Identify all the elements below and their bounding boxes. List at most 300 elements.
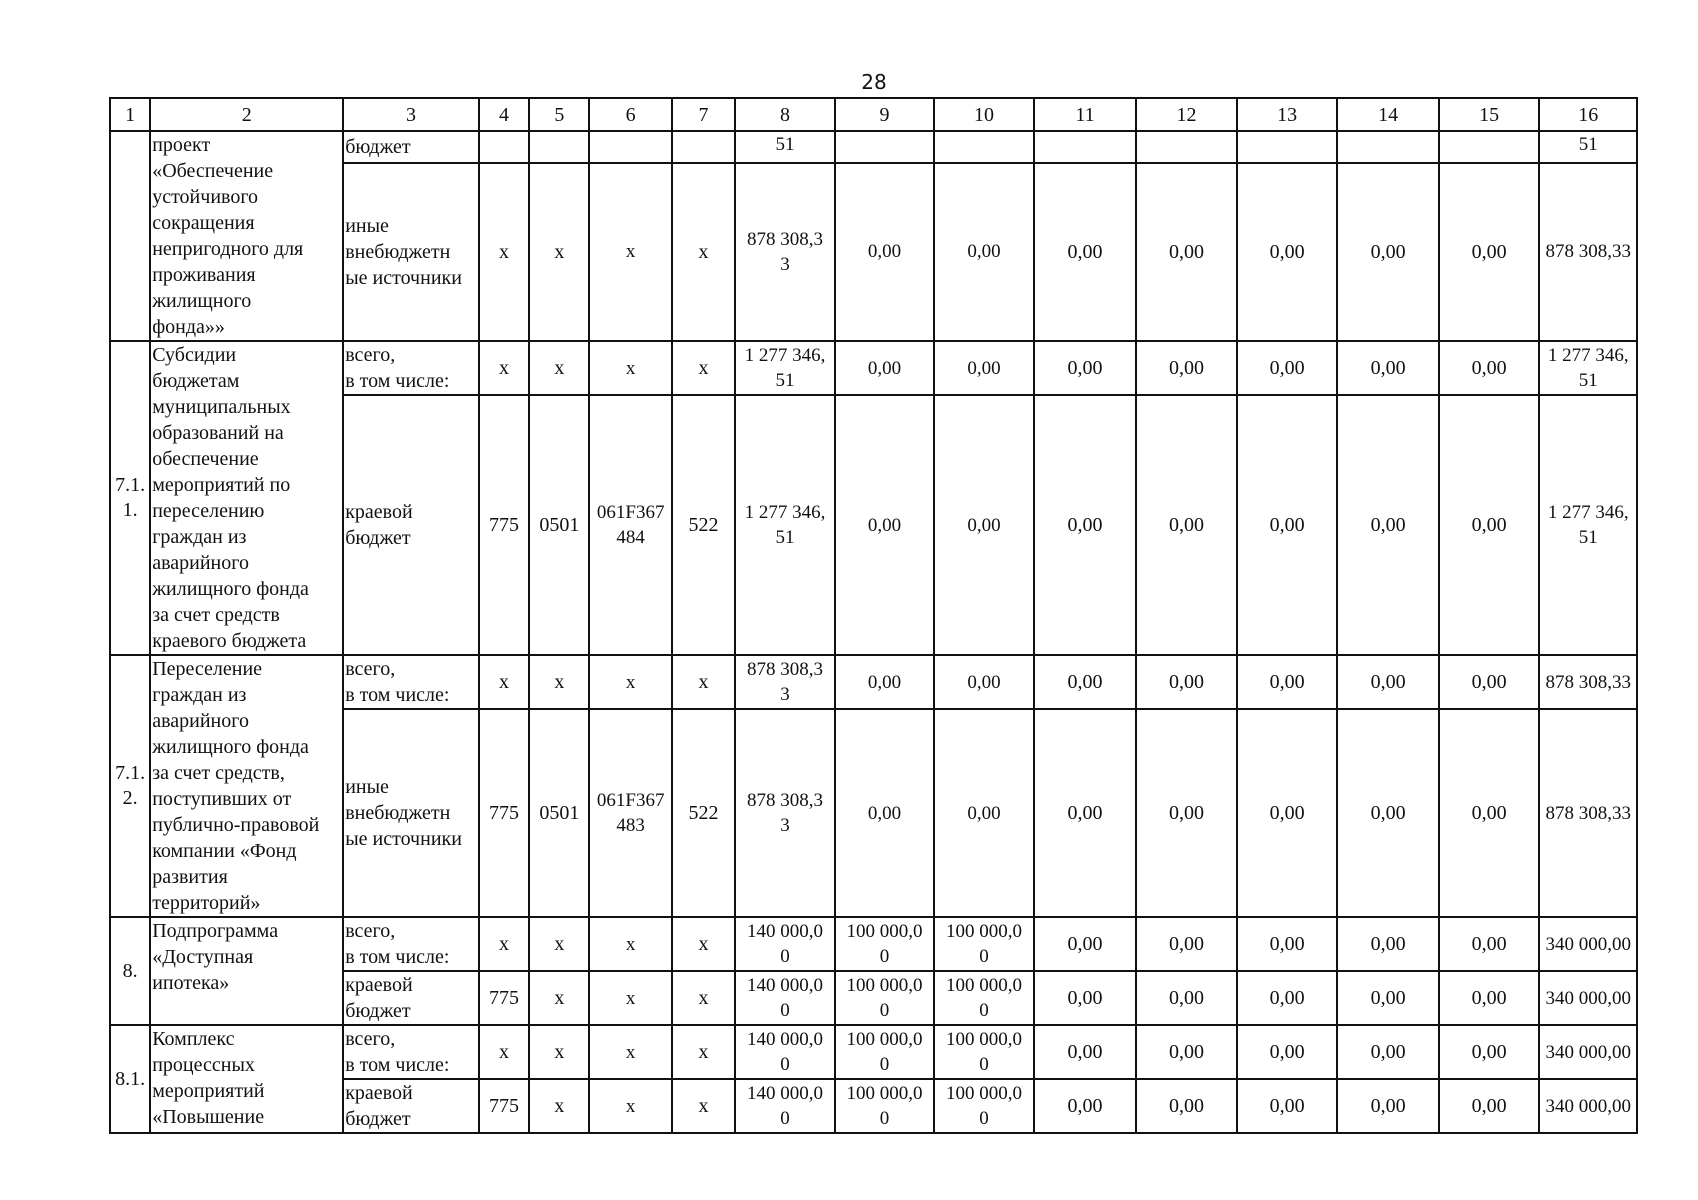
cell-line: территорий»: [152, 892, 261, 914]
cell-c12: 0,00: [1136, 917, 1237, 971]
cell-c4: х: [479, 655, 529, 709]
table-row: [110, 917, 1637, 971]
cell-line: поступивших от: [152, 788, 292, 810]
cell-c9: [835, 395, 935, 655]
cell-c7: х: [672, 971, 735, 1025]
cell-c5: х: [529, 917, 589, 971]
funding-source: [343, 655, 479, 709]
funding-source: [343, 395, 479, 655]
cell-line: х: [625, 987, 636, 1009]
cell-c5: х: [529, 971, 589, 1025]
cell-c12: 0,00: [1136, 395, 1237, 655]
cell-c13: 0,00: [1237, 163, 1338, 341]
cell-line: х: [625, 1095, 636, 1117]
cell-line: образований на: [152, 422, 284, 444]
column-header: 16: [1539, 98, 1637, 131]
cell-c11: 0,00: [1034, 395, 1137, 655]
cell-line: муниципальных: [152, 396, 291, 418]
cell-c14: 0,00: [1337, 163, 1439, 341]
cell-c16: [1539, 163, 1637, 341]
column-header: 14: [1337, 98, 1439, 131]
cell-line: 140 000,0: [746, 1029, 823, 1050]
cell-c7: 522: [672, 395, 735, 655]
cell-c4: 775: [479, 709, 529, 917]
cell-c11: 0,00: [1034, 917, 1137, 971]
cell-c5: х: [529, 1025, 589, 1079]
cell-line: внебюджетн: [345, 802, 451, 825]
cell-c16: [1539, 1025, 1637, 1079]
cell-c13: 0,00: [1237, 395, 1338, 655]
cell-line: 51: [1578, 134, 1598, 155]
cell-c11: 0,00: [1034, 1025, 1137, 1079]
cell-c5: 0501: [529, 709, 589, 917]
cell-line: 0: [979, 1108, 989, 1129]
cell-line: 0: [780, 1000, 790, 1021]
cell-line: 1 277 346,: [744, 345, 826, 367]
cell-c13: 0,00: [1237, 655, 1338, 709]
column-header: 5: [529, 98, 589, 131]
cell-c12: 0,00: [1136, 163, 1237, 341]
cell-line: ые источники: [345, 266, 462, 289]
cell-line: всего,: [345, 1028, 396, 1050]
cell-c4: х: [479, 1025, 529, 1079]
cell-c9: [835, 341, 935, 395]
cell-line: ые источники: [345, 828, 462, 851]
cell-line: 3: [780, 684, 790, 706]
cell-c15: 0,00: [1439, 1025, 1540, 1079]
cell-line: проект: [152, 134, 211, 156]
cell-c14: 0,00: [1337, 395, 1439, 655]
cell-line: обеспечение: [152, 448, 259, 470]
cell-c16: [1539, 395, 1637, 655]
cell-c12: 0,00: [1136, 709, 1237, 917]
cell-line: краевой: [345, 974, 413, 996]
column-header: 13: [1237, 98, 1338, 131]
cell-c8: [735, 341, 835, 395]
funding-source: [343, 709, 479, 917]
row-name: [150, 341, 343, 655]
cell-line: 100 000,0: [946, 1029, 1022, 1050]
cell-c9: [835, 917, 935, 971]
cell-c16: [1539, 971, 1637, 1025]
cell-line: 340 000,00: [1545, 933, 1631, 955]
row-name: [150, 917, 343, 1025]
cell-c12: 0,00: [1136, 655, 1237, 709]
cell-c8: [735, 1025, 835, 1079]
cell-c4: 775: [479, 1079, 529, 1133]
cell-line: 0,00: [867, 241, 902, 263]
cell-line: Комплекс: [152, 1028, 235, 1050]
table-body: [110, 131, 1637, 1133]
cell-line: за счет средств,: [152, 762, 285, 784]
cell-line: аварийного: [152, 710, 249, 732]
row-number: [110, 917, 150, 1025]
cell-c15: 0,00: [1439, 917, 1540, 971]
cell-line: 7.1.: [115, 474, 146, 496]
cell-c8: [735, 655, 835, 709]
cell-line: публично-правовой: [152, 814, 320, 836]
cell-line: бюджет: [345, 1108, 411, 1130]
cell-line: 0,00: [867, 802, 902, 824]
cell-line: 100 000,0: [946, 1083, 1022, 1104]
cell-c6: [589, 163, 671, 341]
cell-line: 878 308,33: [1545, 802, 1631, 824]
row-name: [150, 1025, 343, 1133]
cell-line: 0,00: [867, 357, 902, 379]
cell-line: 0: [979, 1000, 989, 1021]
funding-source: [343, 341, 479, 395]
table-row: [110, 655, 1637, 709]
cell-line: иные: [345, 776, 389, 799]
cell-c15: 0,00: [1439, 395, 1540, 655]
cell-line: х: [625, 1041, 636, 1063]
cell-line: 1 277 346,: [744, 502, 826, 524]
cell-line: всего,: [345, 344, 396, 367]
column-header: 12: [1136, 98, 1237, 131]
page-number: 28: [861, 70, 887, 94]
column-header-row: [110, 98, 1637, 131]
cell-c9: [835, 1079, 935, 1133]
cell-line: 100 000,0: [946, 975, 1022, 996]
column-header: 9: [835, 98, 935, 131]
cell-c15: 0,00: [1439, 163, 1540, 341]
cell-c13: [1237, 131, 1338, 163]
cell-line: 0,00: [967, 241, 1001, 263]
cell-c10: [934, 655, 1034, 709]
cell-c5: 0501: [529, 395, 589, 655]
cell-line: 100 000,0: [846, 1029, 923, 1050]
cell-c16: [1539, 1079, 1637, 1133]
cell-c4: х: [479, 917, 529, 971]
cell-line: 340 000,00: [1545, 1095, 1631, 1117]
cell-c14: 0,00: [1337, 709, 1439, 917]
cell-c8: [735, 709, 835, 917]
cell-c6: [589, 655, 671, 709]
cell-line: всего,: [345, 658, 396, 681]
cell-line: «Повышение: [152, 1106, 265, 1128]
cell-c6: [589, 709, 671, 917]
cell-c6: [589, 395, 671, 655]
cell-line: граждан из: [152, 684, 247, 706]
funding-source: [343, 971, 479, 1025]
cell-line: 0: [879, 1000, 890, 1021]
cell-line: 878 308,33: [1545, 241, 1631, 263]
funding-source: [343, 163, 479, 341]
cell-line: Подпрограмма: [152, 920, 279, 942]
cell-c16: [1539, 917, 1637, 971]
cell-c4: 775: [479, 395, 529, 655]
cell-line: проживания: [152, 264, 256, 286]
cell-line: жилищного фонда: [152, 736, 309, 758]
cell-line: 483: [616, 815, 645, 837]
cell-line: 0: [879, 1108, 890, 1129]
cell-line: процессных: [152, 1054, 255, 1076]
cell-line: 2.: [122, 787, 138, 809]
cell-line: краевого бюджета: [152, 630, 307, 652]
column-header: 1: [110, 98, 150, 131]
cell-c11: 0,00: [1034, 341, 1137, 395]
cell-c10: [934, 1025, 1034, 1079]
column-header: 15: [1439, 98, 1540, 131]
cell-line: 340 000,00: [1545, 987, 1631, 1009]
cell-line: жилищного: [152, 290, 252, 312]
cell-line: 51: [1578, 370, 1598, 392]
cell-line: 100 000,0: [846, 1083, 923, 1104]
cell-c13: 0,00: [1237, 971, 1338, 1025]
column-header: 7: [672, 98, 735, 131]
cell-c8: [735, 917, 835, 971]
cell-c4: [479, 131, 529, 163]
cell-c9: [835, 709, 935, 917]
cell-line: 140 000,0: [746, 921, 823, 942]
cell-c7: х: [672, 341, 735, 395]
cell-c4: х: [479, 163, 529, 341]
cell-line: х: [625, 671, 636, 693]
cell-c12: [1136, 131, 1237, 163]
cell-line: ипотека»: [152, 972, 230, 994]
cell-line: бюджет: [345, 527, 411, 550]
cell-line: 8.1.: [115, 1067, 146, 1090]
cell-c4: х: [479, 341, 529, 395]
cell-c7: х: [672, 1079, 735, 1133]
cell-c5: х: [529, 1079, 589, 1133]
cell-c13: 0,00: [1237, 917, 1338, 971]
cell-line: иные: [345, 214, 389, 237]
cell-c15: 0,00: [1439, 709, 1540, 917]
cell-c9: [835, 163, 935, 341]
cell-line: 8.: [122, 959, 138, 982]
cell-line: х: [625, 241, 636, 263]
cell-line: бюджетам: [152, 370, 240, 392]
cell-line: за счет средств: [152, 604, 280, 626]
cell-c6: [589, 1079, 671, 1133]
cell-line: 340 000,00: [1545, 1041, 1631, 1063]
cell-line: 878 308,33: [1545, 671, 1631, 693]
cell-c14: 0,00: [1337, 1025, 1439, 1079]
cell-c9: [835, 971, 935, 1025]
cell-c16: [1539, 709, 1637, 917]
cell-line: внебюджетн: [345, 240, 451, 263]
cell-line: устойчивого: [152, 186, 259, 208]
column-header: 6: [589, 98, 671, 131]
cell-line: бюджет: [345, 135, 411, 158]
cell-c13: 0,00: [1237, 1025, 1338, 1079]
cell-c5: [529, 131, 589, 163]
cell-c6: [589, 1025, 671, 1079]
cell-line: 51: [775, 370, 795, 392]
row-name: [150, 655, 343, 917]
row-number: [110, 655, 150, 917]
cell-line: краевой: [345, 1082, 413, 1104]
cell-c10: [934, 971, 1034, 1025]
cell-c14: 0,00: [1337, 1079, 1439, 1133]
cell-c16: [1539, 131, 1637, 163]
row-number: [110, 341, 150, 655]
cell-line: 1.: [122, 499, 138, 521]
cell-c10: [934, 917, 1034, 971]
cell-line: 7.1.: [115, 762, 146, 784]
cell-c11: [1034, 131, 1137, 163]
row-number: [110, 1025, 150, 1133]
cell-c7: х: [672, 163, 735, 341]
cell-c14: 0,00: [1337, 971, 1439, 1025]
cell-c15: 0,00: [1439, 655, 1540, 709]
budget-table: [109, 97, 1638, 1134]
cell-c5: х: [529, 655, 589, 709]
cell-c14: 0,00: [1337, 917, 1439, 971]
cell-line: «Обеспечение: [152, 160, 274, 182]
cell-c9: [835, 1025, 935, 1079]
cell-line: граждан из: [152, 526, 247, 548]
cell-c11: 0,00: [1034, 709, 1137, 917]
cell-c8: [735, 163, 835, 341]
cell-line: х: [625, 933, 636, 955]
cell-line: 0: [979, 946, 989, 967]
cell-c15: 0,00: [1439, 971, 1540, 1025]
cell-c9: [835, 655, 935, 709]
cell-c12: 0,00: [1136, 1025, 1237, 1079]
cell-c10: [934, 341, 1034, 395]
cell-line: в том числе:: [345, 1054, 450, 1076]
cell-c7: 522: [672, 709, 735, 917]
cell-line: 51: [775, 527, 795, 549]
cell-c6: [589, 131, 671, 163]
cell-line: 0: [780, 946, 790, 967]
cell-c10: [934, 709, 1034, 917]
cell-line: 0,00: [967, 671, 1001, 693]
cell-line: бюджет: [345, 1000, 411, 1022]
cell-line: «Доступная: [152, 946, 254, 968]
cell-line: 0: [979, 1054, 989, 1075]
cell-line: 0,00: [967, 802, 1001, 824]
cell-line: 484: [616, 527, 645, 549]
cell-c15: [1439, 131, 1540, 163]
cell-line: 0,00: [967, 514, 1001, 536]
cell-line: 51: [1578, 527, 1598, 549]
cell-line: сокращения: [152, 212, 255, 234]
cell-line: 140 000,0: [746, 975, 823, 996]
row-name: [150, 131, 343, 341]
cell-line: компании «Фонд: [152, 840, 297, 862]
cell-c14: 0,00: [1337, 341, 1439, 395]
cell-line: фонда»»: [152, 316, 225, 338]
column-header: 4: [479, 98, 529, 131]
cell-line: х: [625, 357, 636, 379]
cell-line: 0: [780, 1054, 790, 1075]
cell-c12: 0,00: [1136, 971, 1237, 1025]
column-header: 10: [934, 98, 1034, 131]
cell-c13: 0,00: [1237, 341, 1338, 395]
cell-line: аварийного: [152, 552, 249, 574]
cell-line: 878 308,3: [746, 790, 823, 812]
cell-line: 0: [780, 1108, 790, 1129]
cell-line: 100 000,0: [946, 921, 1022, 942]
cell-c5: х: [529, 163, 589, 341]
cell-c7: [672, 131, 735, 163]
cell-c11: 0,00: [1034, 1079, 1137, 1133]
cell-line: 100 000,0: [846, 921, 923, 942]
cell-line: 878 308,3: [746, 659, 823, 681]
cell-line: 878 308,3: [746, 228, 823, 250]
cell-line: 100 000,0: [846, 975, 923, 996]
cell-line: 0,00: [867, 514, 902, 536]
cell-c13: 0,00: [1237, 1079, 1338, 1133]
cell-c10: [934, 1079, 1034, 1133]
funding-source: [343, 1079, 479, 1133]
cell-c10: [934, 163, 1034, 341]
cell-c14: 0,00: [1337, 655, 1439, 709]
cell-c8: [735, 971, 835, 1025]
cell-c7: х: [672, 655, 735, 709]
column-header: 3: [343, 98, 479, 131]
cell-c8: [735, 131, 835, 163]
cell-c8: [735, 1079, 835, 1133]
cell-c4: 775: [479, 971, 529, 1025]
cell-line: мероприятий: [152, 1080, 265, 1102]
cell-c11: 0,00: [1034, 655, 1137, 709]
table-row: [110, 131, 1637, 163]
cell-line: 51: [775, 134, 795, 155]
table-row: [110, 341, 1637, 395]
cell-c5: х: [529, 341, 589, 395]
cell-line: 061F367: [596, 790, 665, 812]
row-number: [110, 131, 150, 341]
cell-c11: 0,00: [1034, 163, 1137, 341]
cell-c9: [835, 131, 935, 163]
cell-c7: х: [672, 917, 735, 971]
cell-line: 0: [879, 946, 890, 967]
cell-line: 0,00: [867, 671, 902, 693]
cell-c16: [1539, 655, 1637, 709]
funding-source: [343, 131, 479, 163]
cell-line: 0: [879, 1054, 890, 1075]
cell-line: 3: [780, 253, 790, 275]
cell-line: краевой: [345, 501, 413, 524]
cell-c10: [934, 131, 1034, 163]
cell-line: 061F367: [596, 502, 665, 524]
cell-c6: [589, 341, 671, 395]
cell-line: 1 277 346,: [1547, 502, 1629, 524]
cell-line: жилищного фонда: [152, 578, 309, 600]
column-header: 8: [735, 98, 835, 131]
cell-c6: [589, 971, 671, 1025]
cell-c12: 0,00: [1136, 1079, 1237, 1133]
cell-line: в том числе:: [345, 684, 450, 707]
cell-c10: [934, 395, 1034, 655]
cell-c13: 0,00: [1237, 709, 1338, 917]
cell-line: непригодного для: [152, 238, 304, 260]
cell-line: 1 277 346,: [1547, 345, 1629, 367]
cell-line: Субсидии: [152, 344, 237, 366]
cell-c16: [1539, 341, 1637, 395]
cell-c8: [735, 395, 835, 655]
cell-line: в том числе:: [345, 370, 450, 393]
cell-line: Переселение: [152, 658, 263, 680]
table-row: [110, 1025, 1637, 1079]
cell-c15: 0,00: [1439, 341, 1540, 395]
cell-c12: 0,00: [1136, 341, 1237, 395]
funding-source: [343, 1025, 479, 1079]
funding-source: [343, 917, 479, 971]
cell-c6: [589, 917, 671, 971]
cell-line: переселению: [152, 500, 265, 522]
cell-c15: 0,00: [1439, 1079, 1540, 1133]
cell-line: 140 000,0: [746, 1083, 823, 1104]
cell-c7: х: [672, 1025, 735, 1079]
cell-line: в том числе:: [345, 946, 450, 968]
cell-line: мероприятий по: [152, 474, 291, 496]
cell-c14: [1337, 131, 1439, 163]
